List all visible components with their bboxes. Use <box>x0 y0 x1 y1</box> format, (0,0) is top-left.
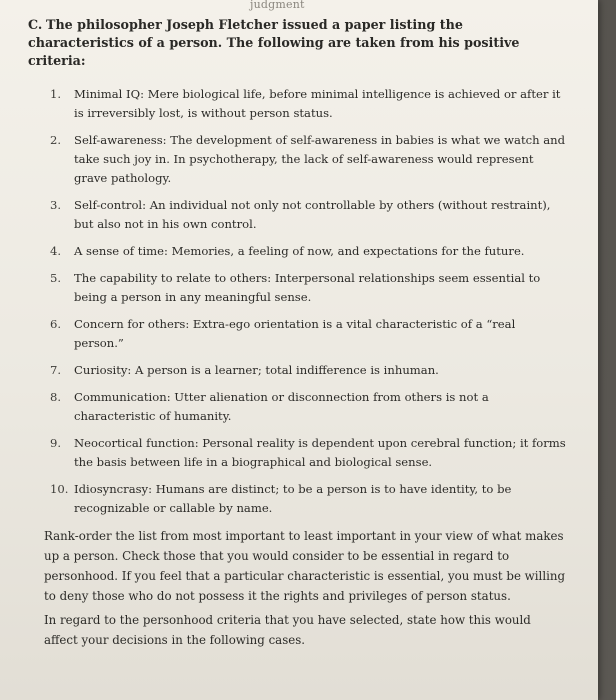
criterion-item <box>28 434 568 472</box>
section-heading-text: The philosopher Joseph Fletcher issued a paper listing the characteristics of a person. The following are taken from his positive criteria: <box>28 17 520 68</box>
criterion-number: 7. <box>50 363 62 377</box>
criterion-number: 8. <box>50 390 62 404</box>
instruction-paragraph <box>28 526 568 606</box>
followup-paragraph <box>28 610 568 650</box>
criterion-text: Self-control: An individual not only not controllable by others (without restraint), but also not in his own control. <box>74 198 551 231</box>
criterion-item <box>28 480 568 518</box>
criteria-list <box>28 85 568 518</box>
criterion-number: 1. <box>50 87 62 101</box>
section-c <box>28 16 568 650</box>
criterion-number: 2. <box>50 133 62 147</box>
criterion-number: 6. <box>50 317 62 331</box>
criterion-number: 10. <box>50 482 69 496</box>
criterion-text: The capability to relate to others: Interpersonal relationships seem essential to being a person in any meaningful sense. <box>74 271 541 304</box>
criterion-number: 9. <box>50 436 62 450</box>
criterion-item <box>28 85 568 123</box>
criterion-text: Minimal IQ: Mere biological life, before minimal intelligence is achieved or after it is irreversibly lost, is without person status. <box>74 87 561 120</box>
cropped-top-text: judgment <box>250 0 305 11</box>
followup-text: In regard to the personhood criteria that you have selected, state how this would affect your decisions in the following cases. <box>44 613 531 647</box>
criterion-item <box>28 269 568 307</box>
criterion-item <box>28 242 568 261</box>
criterion-text: Curiosity: A person is a learner; total indifference is inhuman. <box>74 363 439 377</box>
criterion-number: 3. <box>50 198 62 212</box>
criterion-text: A sense of time: Memories, a feeling of now, and expectations for the future. <box>74 244 525 258</box>
criterion-text: Communication: Utter alienation or disconnection from others is not a characteristic of humanity. <box>74 390 489 423</box>
criterion-number: 4. <box>50 244 62 258</box>
instruction-text: Rank-order the list from most important to least important in your view of what makes up a person. Check those that you would consider to be essential in regard to personhood. If you feel that a particular characteristic is essential, you must be willing to deny those who do not possess it the rights and privileges of person status. <box>44 529 566 603</box>
criterion-text: Self-awareness: The development of self-awareness in babies is what we watch and take such joy in. In psychotherapy, the lack of self-awareness would represent grave pathology. <box>74 133 566 185</box>
section-label: C. <box>28 17 43 32</box>
criterion-text: Concern for others: Extra-ego orientation is a vital characteristic of a “real person.” <box>74 317 516 350</box>
criterion-text: Neocortical function: Personal reality is dependent upon cerebral function; it forms the basis between life in a biographical and biological sense. <box>74 436 566 469</box>
criterion-item <box>28 131 568 188</box>
criterion-number: 5. <box>50 271 62 285</box>
criterion-text: Idiosyncrasy: Humans are distinct; to be a person is to have identity, to be recognizable or callable by name. <box>74 482 512 515</box>
criterion-item <box>28 315 568 353</box>
criterion-item <box>28 196 568 234</box>
section-heading <box>28 16 568 70</box>
criterion-item <box>28 388 568 426</box>
criterion-item <box>28 361 568 380</box>
